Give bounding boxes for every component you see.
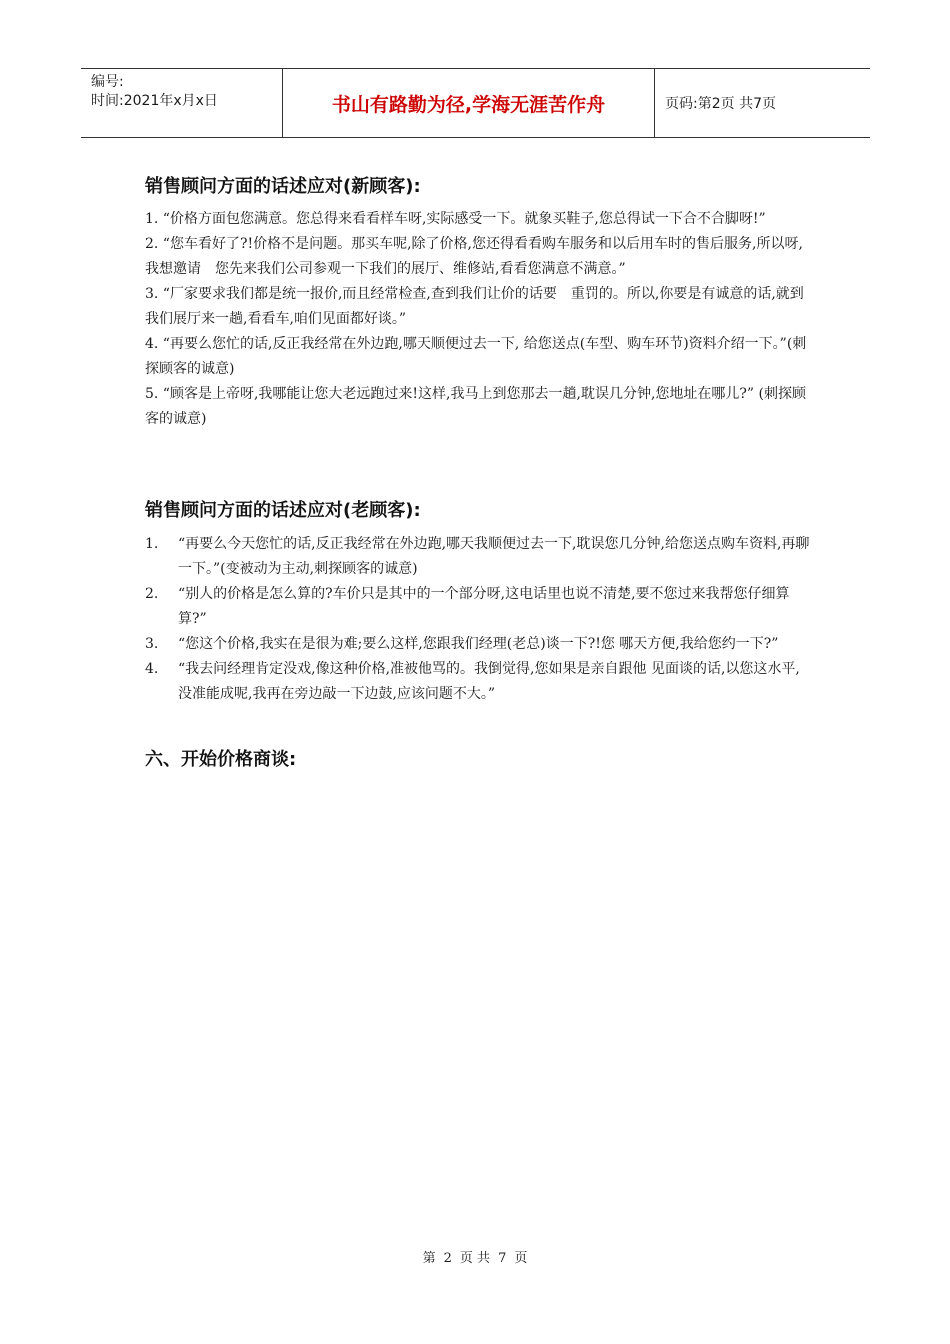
list-number: 3. [145,636,159,652]
footer-last: 页 [514,1251,528,1266]
footer-first: 第 [422,1251,436,1266]
section-title-new-customer: 销售顾问方面的话述应对(新顾客): [145,176,421,197]
list-item: 5. “顾客是上帝呀,我哪能让您大老远跑过来!这样,我马上到您那去一趟,耽误几分钟,您地址在哪儿?” (刺探顾客的诚意) [145,386,806,427]
old-customer-list [145,532,810,707]
time-label: 时间:2021年x月x日 [91,93,218,109]
list-text: “我去问经理肯定没戏,像这种价格,准被他骂的。我倒觉得,您如果是亲自跟他 见面谈的话,以您这水平,没准能成呢,我再在旁边敲一下边鼓,应该问题不大。” [178,661,800,702]
header-motto: 书山有路勤为径,学海无涯苦作舟 [283,69,655,137]
list-number: 2. [145,586,159,602]
new-customer-list [145,207,810,432]
section-title-price-negotiation: 六、开始价格商谈: [145,749,297,770]
list-item: 4. “再要么您忙的话,反正我经常在外边跑,哪天顺便过去一下, 给您送点(车型、购车环节)资料介绍一下。”(刺探顾客的诚意) [145,336,807,377]
number-label: 编号: [91,74,124,90]
list-number: 4. [145,661,159,677]
section-title-old-customer: 销售顾问方面的话述应对(老顾客): [145,500,421,521]
list-number: 1. [145,536,159,552]
header-page-info: 页码:第2页 共7页 [665,96,776,112]
list-item [145,532,810,582]
list-text: “别人的价格是怎么算的?车价只是其中的一个部分呀,这电话里也说不清楚,要不您过来我帮您仔细算算?” [178,586,790,627]
list-item: 1. “价格方面包您满意。您总得来看看样车呀,实际感受一下。就象买鞋子,您总得试一下合不合脚呀!” [145,211,766,227]
list-text: “再要么今天您忙的话,反正我经常在外边跑,哪天我顺便过去一下,耽误您几分钟,给您送点购车资料,再聊一下。”(变被动为主动,刺探顾客的诚意) [178,536,810,577]
list-item [145,657,810,707]
list-item [145,582,810,632]
footer-middle: 页 共 [459,1251,491,1266]
header-left-cell [81,69,283,137]
header-table [81,68,870,138]
list-item: 2. “您车看好了?!价格不是问题。那买车呢,除了价格,您还得看看购车服务和以后用车时的售后服务,所以呀,我想邀请 您先来我们公司参观一下我们的展厅、维修站,看看您满意不满意。” [145,236,803,277]
footer-page-number: 2 [443,1251,452,1266]
footer-total-pages: 7 [498,1251,507,1266]
list-item: 3. “厂家要求我们都是统一报价,而且经常检查,查到我们让价的话要 重罚的。所以,你要是有诚意的话,就到我们展厅来一趟,看看车,咱们见面都好谈。” [145,286,804,327]
page-footer [0,1247,950,1266]
list-text: “您这个价格,我实在是很为难;要么这样,您跟我们经理(老总)谈一下?!您 哪天方便,我给您约一下?” [178,636,779,652]
list-item [145,632,810,657]
